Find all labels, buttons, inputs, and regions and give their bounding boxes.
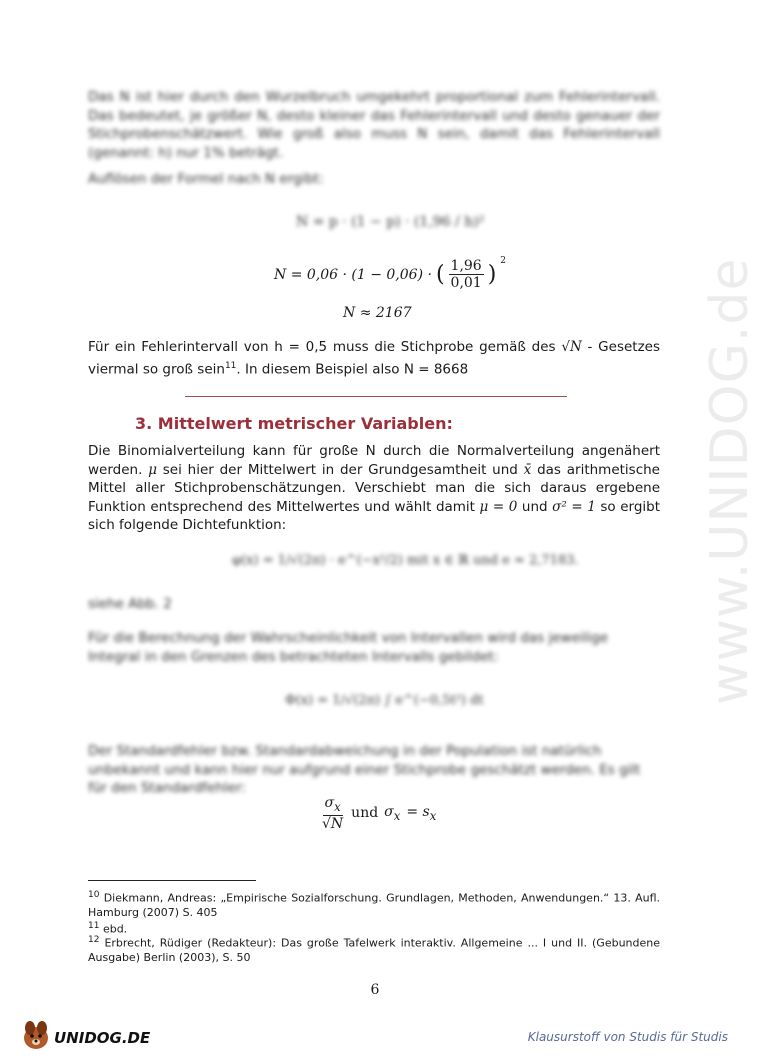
footnote-text: ebd. [102, 922, 128, 936]
page-number: 6 [370, 982, 380, 998]
sqrt-n-symbol: √N [561, 339, 582, 355]
dog-icon [24, 1021, 48, 1049]
blurred-formula-integral: Φ(x) = 1/√(2π) ∫ e^(−0,5t²) dt [285, 693, 484, 708]
mu-zero: μ = 0 [479, 498, 518, 515]
formula-approx: N ≈ 2167 [343, 305, 412, 321]
footnote-text: Diekmann, Andreas: „Empirische Sozialforschung. Grundlagen, Methoden, Anwendungen.“ 13. Aufl. Hamburg (2007) S. 405 [88, 891, 661, 920]
para-fehler-text-a: Für ein Fehlerintervall von h = 0,5 muss die Stichprobe gemäß des [88, 339, 556, 355]
formula-n-fraction [449, 258, 484, 291]
watermark: www.UNIDOG.de [700, 257, 760, 705]
sigma-num-sub: x [334, 799, 341, 814]
formula-n-calculation: N = 0,06 · (1 − 0,06) · ( $\frac{1,96}{0,01}$ ) $^2$ [274, 255, 507, 291]
footnote-num: 10 [88, 890, 100, 900]
para-bin-text-a: Die Binomialverteilung kann für große N durch die Normalverteilung angenähert werden. [88, 443, 660, 478]
formula-n-denominator: 0,01 [450, 275, 482, 291]
formula-n-lhs: N = 0,06 · (1 − 0,06) · [274, 266, 432, 283]
sigma-rhs-sub: x [393, 808, 401, 823]
sigma-eq-sub: x [429, 808, 437, 823]
formula-n-numerator: 1,96 [450, 258, 482, 274]
sigma-squared: σ² = 1 [552, 498, 596, 515]
unidog-logo [18, 1016, 168, 1052]
blurred-formula-density: φ(x) = 1/√(2π) · e^(−x²/2) mit x ∈ ℝ und e ≈ 2,7183. [232, 553, 579, 568]
paragraph-binomial [88, 442, 660, 535]
footnote-ref-11: 11 [224, 360, 237, 371]
footnote-num: 12 [88, 935, 100, 945]
footnote-10 [88, 888, 660, 921]
logo-text: UNIDOG.DE [54, 1029, 151, 1047]
blurred-integral-paragraph: Für die Berechnung der Wahrscheinlichkeit von Intervallen wird das jeweilige Integral in den Grenzen des betrachteten Intervalls gebildet: [88, 630, 609, 665]
blurred-standardfehler-paragraph: Der Standardfehler bzw. Standardabweichung in der Population ist natürlich unbekannt und kann hier nur aufgrund einer Stichprobe geschätzt werden. Es gilt für den Standardfehler: [88, 743, 641, 796]
footnote-12 [88, 933, 660, 966]
para-bin-und: und [521, 498, 548, 515]
footnote-text: Erbrecht, Rüdiger (Redakteur): Das große Tafelwerk interaktiv. Allgemeine ... I und II. (Gebundene Ausgabe) Berlin (2003), S. 50 [88, 936, 660, 965]
blurred-paragraph-2: Auflösen der Formel nach N ergibt: [88, 171, 324, 187]
para-fehler-text-b: - Gesetzes viermal so groß sein [88, 339, 660, 377]
sigma-und: und [351, 805, 379, 822]
footnote-rule [88, 880, 256, 881]
formula-n-exponent: 2 [500, 255, 507, 266]
blurred-siehe: siehe Abb. 2 [88, 596, 172, 612]
sigma-fraction [320, 795, 345, 832]
para-bin-text-d: so ergibt sich folgende Dichtefunktion: [88, 498, 661, 533]
formula-standardfehler [320, 795, 436, 832]
paragraph-fehlerintervall [88, 338, 660, 379]
blurred-formula-n: N = p · (1 − p) · (1,96 / h)² [296, 214, 485, 230]
blurred-paragraph-1: Das N ist hier durch den Wurzelbruch umgekehrt proportional zum Fehlerintervall. Das bedeutet, je größer N, desto kleiner das Fehlerintervall und desto genauer der Stichprobenschätzwert. Wie groß also muss N sein, damit das Fehlerintervall (genannt: h) nur 1% beträgt. [88, 89, 660, 161]
footnote-num: 11 [88, 921, 100, 931]
para-fehler-text-c: . In diesem Beispiel also N = 8668 [236, 361, 469, 377]
footer-tagline: Klausurstoff von Studis für Studis [527, 1030, 728, 1044]
section-heading: 3. Mittelwert metrischer Variablen: [135, 414, 453, 433]
sigma-num: σ [324, 795, 335, 811]
mu-symbol: μ [148, 461, 157, 478]
xbar-symbol: x̄ [523, 461, 532, 478]
sigma-den: √N [322, 815, 344, 832]
para-bin-text-b: sei hier der Mittelwert in der Grundgesamtheit und [162, 461, 518, 478]
sigma-eq: = s [406, 804, 430, 820]
section-divider [185, 396, 567, 397]
sigma-rhs: σ [384, 804, 394, 820]
para-bin-text-c: das arithmetische Mittel aller Stichprobenschätzungen. Verschiebt man die sich daraus ergebene Funktion entsprechend des Mittelwertes und wählt damit [88, 461, 660, 515]
